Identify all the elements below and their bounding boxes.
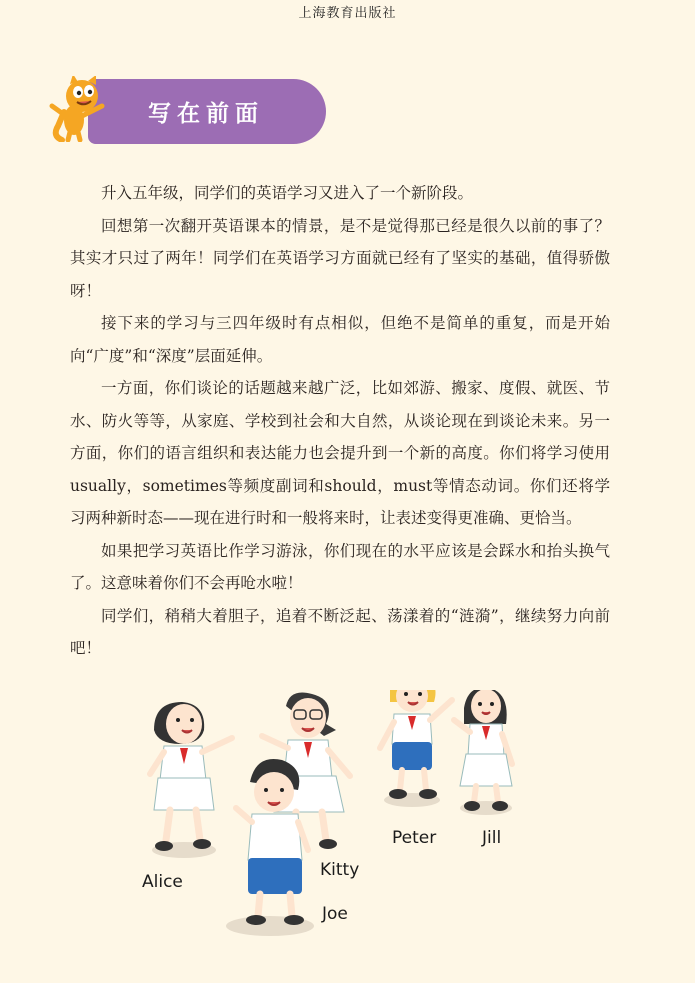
paragraph-6: 同学们，稍稍大着胆子，追着不断泛起、荡漾着的“涟漪”，继续努力向前吧！ (70, 606, 610, 657)
peter-figure (380, 690, 452, 799)
paragraph-2: 回想第一次翻开英语课本的情景，是不是觉得那已经是很久以前的事了？其实才只过了两年！同学们在英语学习方面就已经有了坚实的基础，值得骄傲呀！ (70, 216, 610, 300)
paragraph-5: 如果把学习英语比作学习游泳，你们现在的水平应该是会踩水和抬头换气了。这意味着你们不会再呛水啦！ (70, 541, 610, 592)
label-joe: Joe (322, 904, 348, 924)
children-illustration (140, 690, 540, 950)
publisher-name: 上海教育出版社 (298, 6, 397, 21)
section-title: 写在前面 (148, 101, 264, 127)
label-alice: Alice (142, 872, 183, 892)
label-peter: Peter (392, 828, 437, 848)
foreword-text (70, 177, 610, 665)
paragraph-3: 接下来的学习与三四年级时有点相似，但绝不是简单的重复，而是开始向“广度”和“深度”层面延伸。 (70, 314, 610, 365)
paragraph-4: 一方面，你们谈论的话题越来越广泛，比如郊游、搬家、度假、就医、节水、防火等等，从家庭、学校到社会和大自然，从谈论现在到谈论未来。另一方面，你们的语言组织和表达能力也会提升到一个新的高度。你们将学习使用usually，sometimes等频度副词和should，must等情态动词。你们还将学习两种新时态——现在进行时和一般将来时，让表述变得更准确、更恰当。 (70, 379, 610, 527)
jill-figure (454, 690, 512, 811)
label-jill: Jill (482, 828, 502, 848)
paragraph-1: 升入五年级，同学们的英语学习又进入了一个新阶段。 (101, 184, 474, 202)
cat-mascot-icon (46, 76, 112, 142)
alice-figure (150, 702, 232, 851)
label-kitty: Kitty (320, 860, 360, 880)
joe-figure (236, 759, 308, 925)
